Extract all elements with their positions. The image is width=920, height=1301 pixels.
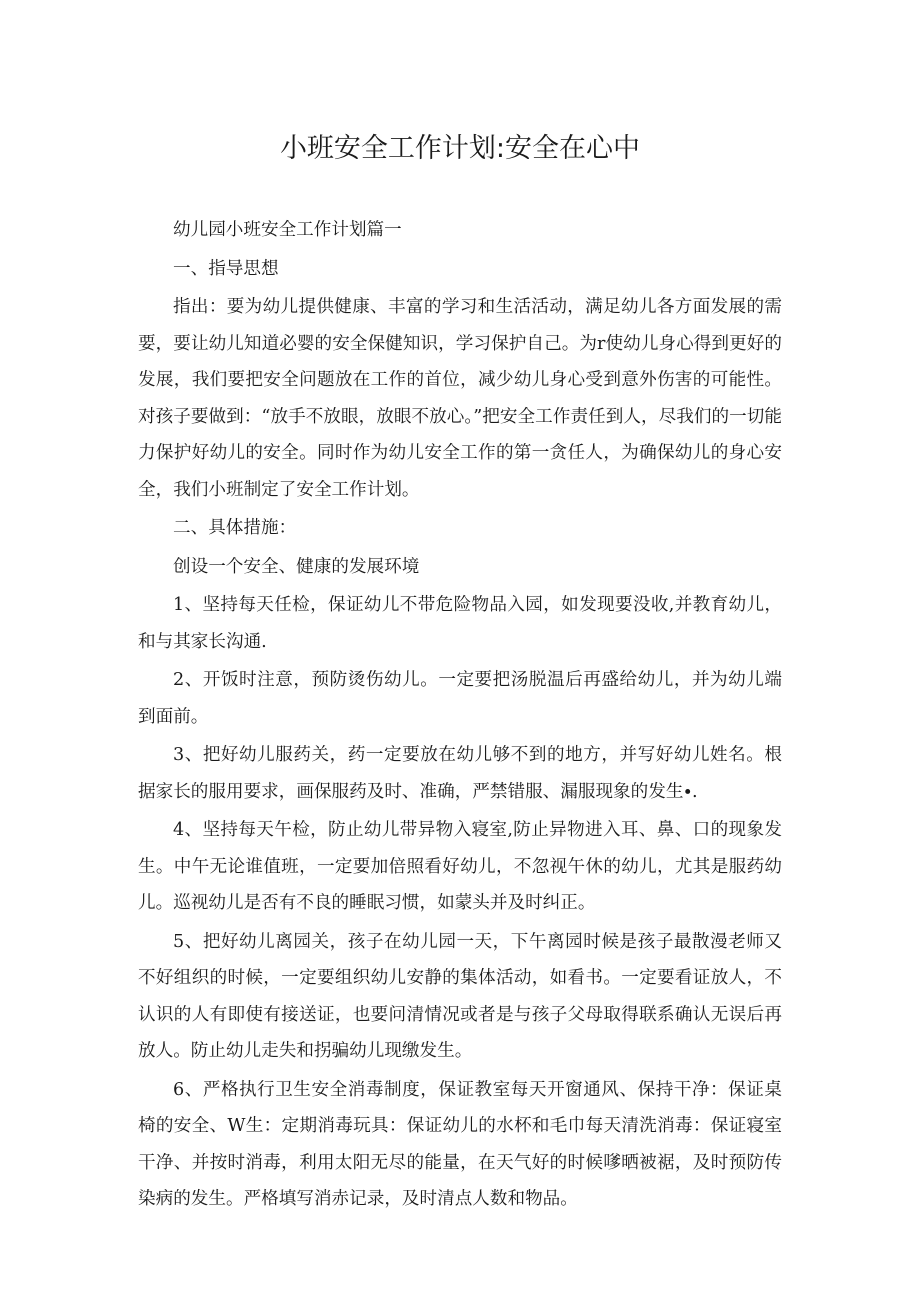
list-item-1: 1、坚持每天任检，保证幼儿不带危险物品入园，如发现要没收,并教育幼儿，和与其家长沟通. [138, 595, 782, 652]
document-body [138, 212, 782, 1220]
list-item-6: 6、严格执行卫生安全消毒制度，保证教室每天开窗通风、保持干净：保证桌椅的安全、W生：定期消毒玩具：保证幼儿的水杯和毛巾每天清洗消毒：保证寝室干净、并按时消毒，利用太阳无尽的能量，在天气好的时候嗲晒被裾，及时预防传染病的发生。严格填写消赤记录，及时清点人数和物品。 [138, 1079, 782, 1209]
section-heading-guiding-ideology: 一、指导思想 [173, 258, 279, 279]
paragraph-guiding-ideology: 指出：要为幼儿提供健康、丰富的学习和生活活动，满足幼儿各方面发展的需要，要让幼儿知道必婴的安全保健知识，学习保护自己。为r使幼儿身心得到更好的发展，我们要把安全问题放在工作的首位，减少幼儿身心受到意外伤害的可能性。对孩子要做到：“放手不放眼，放眼不放心。”把安全工作责任到人，尽我们的一切能力保护好幼儿的安全。同时作为幼儿安全工作的第一贪任人，为确保幼儿的身心安全，我们小班制定了安全工作计划。 [138, 297, 782, 500]
list-item-3: 3、把好幼儿服药关，药一定要放在幼儿够不到的地方，并写好幼儿姓名。根据家长的服用要求，画保服药及时、准确，严禁错服、漏服现象的发生∙. [138, 745, 782, 802]
list-item-2: 2、开饭时注意，预防烫伤幼儿。一定要把汤脱温后再盛给幼儿，并为幼儿端到面前。 [138, 670, 782, 727]
paragraph-environment: 创设一个安全、健康的发展环境 [173, 556, 420, 577]
list-item-5: 5、把好幼儿离园关，孩子在幼儿园一天，下午离园时候是孩子最散漫老师又不好组织的时候，一定要组织幼儿安静的集体活动，如看书。一定要看证放人，不认识的人有即使有接送证，也要问清情况或者是与孩子父母取得联系确认无误后再放人。防止幼儿走失和拐骗幼儿现缴发生。 [138, 931, 782, 1061]
document-title: 小班安全工作计划:安全在心中 [279, 133, 641, 164]
section-heading-specific-measures: 二、具体措施： [173, 518, 297, 538]
paragraph-subtitle: 幼儿园小班安全工作计划篇一 [173, 220, 402, 240]
list-item-4: 4、坚持每天午检，防止幼儿带异物入寝室,防止异物进入耳、鼻、口的现象发生。中午无论谁值班，一定要加倍照看好幼儿，不忽视午休的幼儿，尤其是服药幼儿。巡视幼儿是否有不良的睡眠习惯，如蒙头并及时纠正。 [138, 820, 782, 913]
